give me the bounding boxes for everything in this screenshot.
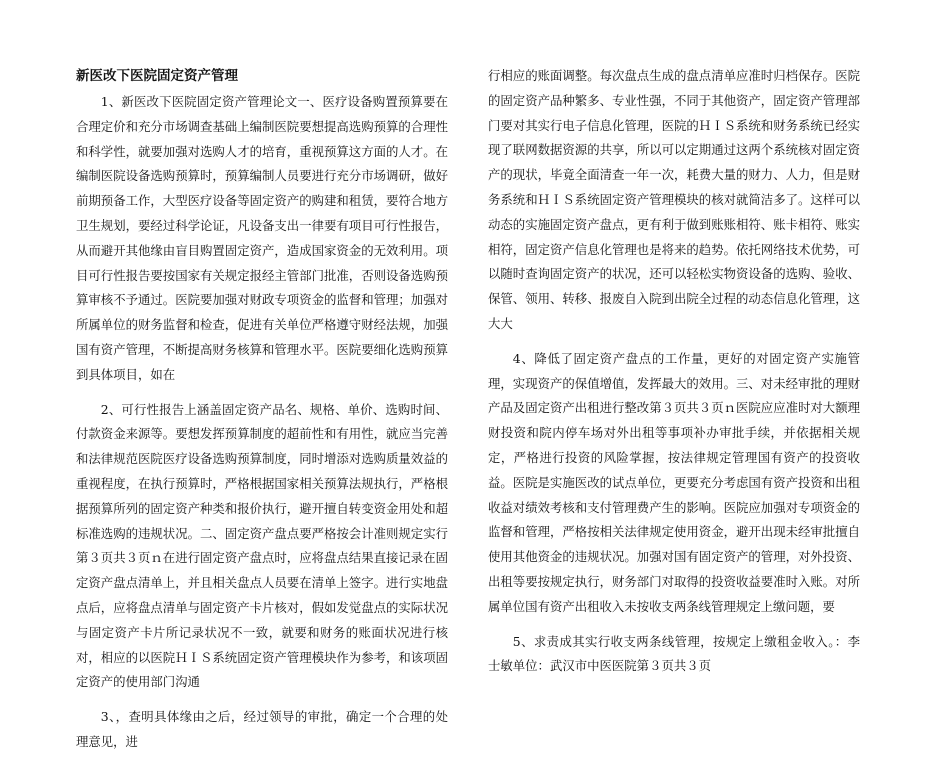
paragraph-1: 1、新医改下医院固定资产管理论文一、医疗设备购置预算要在合理定价和充分市场调查基础上编制医院要想提高选购预算的合理性和科学性，就要加强对选购人才的培育，重视预算这方面的人才。在编制医院设备选购预算时，预算编制人员要进行充分市场调研，做好前期预备工作，大型医疗设备等固定资产的购建和租赁，要符合地方卫生规划，要经过科学论证，凡设备支出一律要有项目可行性报告，从而避开其他缘由盲目购置固定资产，造成国家资金的无效利用。项目可行性报告要按国家有关规定报经主管部门批准，否则设备选购预算审核不予通过。医院要加强对财政专项资金的监督和管理；加强对所属单位的财务监督和检查，促进有关单位严格遵守财经法规，加强国有资产管理，不断提高财务核算和管理水平。医院要细化选购预算到具体项目，如在 [76,94,448,382]
left-column [76,64,448,765]
paragraph-2: 2、可行性报告上涵盖固定资产品名、规格、单价、选购时间、付款资金来源等。要想发挥预算制度的超前性和有用性，就应当完善和法律规范医院医疗设备选购预算制度，同时增添对选购质量效益的重视程度，在执行预算时，严格根据国家相关预算法规执行，严格根据预算所列的固定资产种类和报价执行，避开擅自转变资金用处和超标准选购的违规状况。二、固定资产盘点要严格按会计准则规定实行第３页共３页ｎ在进行固定资产盘点时，应将盘点结果直接记录在固定资产盘点清单上，并且相关盘点人员要在清单上签字。进行实地盘点后，应将盘点清单与固定资产卡片核对，假如发觉盘点的实际状况与固定资产卡片所记录状况不一致，就要和财务的账面状况进行核对，相应的以医院ＨＩＳ系统固定资产管理模块作为参考，和该项固定资产的使用部门沟通 [76,401,448,690]
right-column [488,64,860,689]
paragraph-3-continued: 行相应的账面调整。每次盘点生成的盘点清单应准时归档保存。医院的固定资产品种繁多、专业性强，不同于其他资产，固定资产管理部门要对其实行电子信息化管理，医院的ＨＩＳ系统和财务系统已经实现了联网数据资源的共享，所以可以定期通过这两个系统核对固定资产的现状，毕竟全面清查一年一次，耗费大量的财力、人力，但是财务系统和ＨＩＳ系统固定资产管理模块的核对就简洁多了。这样可以动态的实施固定资产盘点，更有利于做到账账相符、账卡相符、账实相符，固定资产信息化管理也是将来的趋势。依托网络技术优势，可以随时查询固定资产的状况，还可以轻松实物资设备的选购、验收、保管、领用、转移、报废自入院到出院全过程的动态信息化管理，这大大 [488,68,860,331]
paragraph-4: 4、降低了固定资产盘点的工作量，更好的对固定资产实施管理，实现资产的保值增值，发挥最大的效用。三、对未经审批的理财产品及固定资产出租进行整改第３页共３页ｎ医院应应准时对大额理财投资和院内停车场对外出租等事项补办审批手续，并依据相关规定，严格进行投资的风险掌握，按法律规定管理国有资产的投资收益。医院是实施医改的试点单位，更要充分考虑国有资产投资和出租收益对绩效考核和支付管理费产生的影响。医院应加强对专项资金的监督和管理，严格按相关法律规定使用资金，避开出现未经审批擅自使用其他资金的违规状况。加强对国有固定资产的管理，对外投资、出租等要按规定执行，财务部门对取得的投资收益要准时入账。对所属单位国有资产出租收入未按收支两条线管理规定上缴问题，要 [488,350,860,614]
document-title: 新医改下医院固定资产管理 [76,68,238,84]
paragraph-3: 3、，查明具体缘由之后，经过领导的审批，确定一个合理的处理意见，进 [76,709,448,749]
paragraph-5: 5、求责成其实行收支两条线管理，按规定上缴租金收入。：李士敏单位：武汉市中医医院第３页共３页 [488,633,860,674]
